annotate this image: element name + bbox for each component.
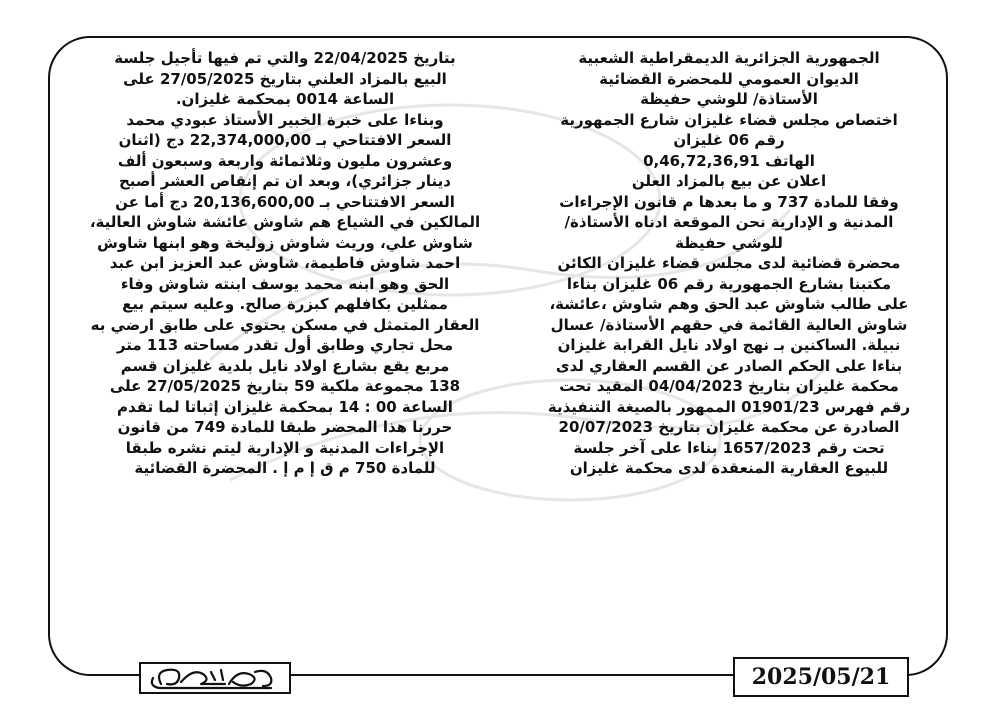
notice-line: الصادرة عن محكمة غليزان بتاريخ 20/07/2023 <box>558 418 900 436</box>
notice-line: السعر الافتتاحي بـ 22,374,000,00 دج (اثنان <box>118 131 452 149</box>
notice-line: الساعة 00 : 14 بمحكمة غليزان إثباتا لما تقدم <box>117 397 453 416</box>
notice-line: المالكين في الشياع هم شاوش عائشة شاوش العالية، <box>89 213 481 231</box>
notice-line: رقم 06 غليزان <box>673 131 785 149</box>
notice-line: العقار المتمثل في مسكن يحتوي على طابق ارضي به <box>90 315 480 334</box>
notice-line: اعلان عن بيع بالمزاد العلن <box>631 172 827 190</box>
notice-line: رقم فهرس 01901/23 الممهور بالصيغة التنفيذية <box>547 397 911 416</box>
notice-line: وبناءا على خبرة الخبير الأستاذ عبودي محمد <box>126 110 444 129</box>
notice-line: 138 مجموعة ملكية 59 بتاريخ 27/05/2025 على <box>109 377 461 395</box>
notice-line: الهاتف 0,46,72,36,91 <box>643 151 815 170</box>
notice-line: وعشرون مليون وثلاثمائة واربعة وسبعون ألف <box>117 151 453 170</box>
notice-line: مربع يقع بشارع اولاد نايل بلدية غليزان قسم <box>120 356 450 375</box>
notice-line: للمادة 750 م ق إ م إ . المحضرة القضائية <box>134 459 436 477</box>
notice-line: الجمهورية الجزائرية الديمقراطية الشعبية <box>578 49 880 67</box>
calligraphy-logo-icon <box>141 664 289 692</box>
notice-line: بتاريخ 22/04/2025 والتي تم فيها تأجيل جلسة <box>114 49 456 67</box>
notice-line: مكتبنا بشارع الجمهورية رقم 06 غليزان بناءا <box>566 274 892 293</box>
notice-line: بناءا على الحكم الصادر عن القسم العقاري لدى <box>555 356 903 375</box>
publication-date: 2025/05/21 <box>733 657 909 697</box>
notice-right-column <box>529 48 929 479</box>
notice-line: للبيوع العقارية المنعقدة لدى محكمة غليزان <box>569 459 889 477</box>
newspaper-logo <box>139 662 291 694</box>
notice-line: شاوش علي، وريث شاوش زوليخة وهو ابنها شاوش <box>97 233 473 252</box>
notice-line: الديوان العمومي للمحضرة القضائية <box>599 69 859 88</box>
notice-line: الحق وهو ابنه محمد يوسف ابنته شاوش وفاء <box>120 274 450 293</box>
notice-line: شاوش العالية القائمة في حقهم الأستاذة/ عسال <box>550 315 908 334</box>
notice-line: السعر الافتتاحي بـ 20,136,600,00 دج أما عن <box>115 192 455 211</box>
notice-line: محل تجاري وطابق أول تقدر مساحته 113 متر <box>116 336 454 354</box>
notice-line: ممثلين بكافلهم كبزرة صالح. وعليه سيتم بيع <box>122 295 448 313</box>
notice-line: وفقا للمادة 737 و ما بعدها م قانون الإجراءات <box>559 192 899 211</box>
notice-line: دينار جزائري)، وبعد ان تم إنقاص العشر أصبح <box>118 172 452 190</box>
notice-line: على طالب شاوش عبد الحق وهم شاوش ،عائشة، <box>549 295 909 313</box>
notice-line: الإجراءات المدنية و الإدارية ليتم نشره طبقا <box>125 438 445 457</box>
notice-line: اختصاص مجلس قضاء غليزان شارع الجمهورية <box>560 110 898 129</box>
notice-line: الأستاذة/ للوشي حفيظة <box>640 90 818 108</box>
notice-line: محكمة غليزان بتاريخ 04/04/2023 المقيد تحت <box>559 377 899 395</box>
notice-line: للوشي حفيظة <box>675 233 783 252</box>
notice-line: تحت رقم 1657/2023 بناءا على آخر جلسة <box>573 438 885 457</box>
notice-line: المدنية و الإدارية نحن الموقعة ادناه الأستاذة/ <box>564 213 894 231</box>
notice-line: حررنا هذا المحضر طبقا للمادة 749 من قانون <box>117 418 453 436</box>
notice-line: احمد شاوش فاطيمة، شاوش عبد العزيز ابن عبد <box>109 254 461 272</box>
notice-line: نبيلة. الساكنين بـ نهج اولاد نايل القرابة غليزان <box>557 336 901 354</box>
notice-left-column <box>78 48 492 479</box>
notice-line: محضرة قضائية لدى مجلس قضاء غليزان الكائن <box>557 254 901 272</box>
notice-line: البيع بالمزاد العلني بتاريخ 27/05/2025 على <box>123 69 447 88</box>
notice-line: الساعة 0014 بمحكمة غليزان. <box>175 90 395 108</box>
